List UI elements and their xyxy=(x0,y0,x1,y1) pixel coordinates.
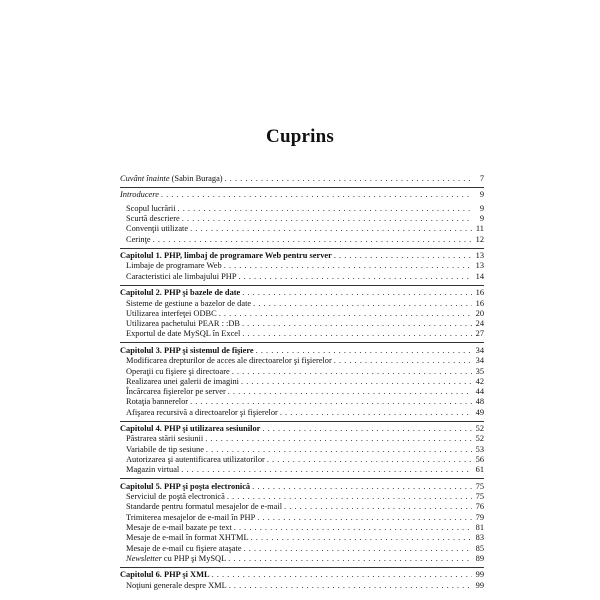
toc-subentry xyxy=(120,434,484,444)
dot-leader xyxy=(212,570,472,580)
toc-page-number: 44 xyxy=(475,387,484,397)
toc-page-number: 52 xyxy=(475,434,484,444)
dot-leader xyxy=(334,251,472,261)
toc-entry-label: Mesaje de e-mail cu fişiere ataşate xyxy=(126,543,242,553)
toc-page-number: 76 xyxy=(475,502,484,512)
toc-subentry xyxy=(120,224,484,234)
toc-subentry xyxy=(120,445,484,455)
separator-line xyxy=(120,478,484,479)
toc-subentry xyxy=(120,533,484,543)
separator-line xyxy=(120,187,484,188)
dot-leader xyxy=(225,174,472,184)
dot-leader xyxy=(227,492,472,502)
toc-entry-label: Mesaje de e-mail în format XHTML xyxy=(126,533,249,543)
dot-leader xyxy=(178,204,472,214)
dot-leader xyxy=(181,465,472,475)
toc-subentry xyxy=(120,397,484,407)
dot-leader xyxy=(238,272,472,282)
toc-entry-label: Variabile de tip sesiune xyxy=(126,444,204,454)
toc-subentry xyxy=(120,329,484,339)
toc-page-number: 13 xyxy=(475,261,484,271)
toc-page-number: 24 xyxy=(475,319,484,329)
toc-entry-label: Scopul lucrării xyxy=(126,203,176,213)
toc-page-number: 34 xyxy=(475,356,484,366)
toc-chapter-3 xyxy=(120,346,484,356)
toc-subentry xyxy=(120,408,484,418)
separator-line xyxy=(120,567,484,568)
toc-page-number: 61 xyxy=(475,465,484,475)
toc-entry-label: Utilizarea pachetului PEAR : :DB xyxy=(126,319,240,329)
toc-subentry xyxy=(120,387,484,397)
toc-chapter-title: Capitolul 1. PHP, limbaj de programare Web pentru server xyxy=(120,251,332,261)
toc-entry-label: Realizarea unei galerii de imagini xyxy=(126,376,240,386)
separator-line xyxy=(120,421,484,422)
toc-subentry xyxy=(120,581,484,591)
dot-leader xyxy=(241,377,472,387)
toc-page-number: 81 xyxy=(475,523,484,533)
dot-leader xyxy=(253,299,472,309)
toc-entry-label: Încărcarea fişierelor pe server xyxy=(126,387,226,397)
toc-entry-label: Sisteme de gestiune a bazelor de date xyxy=(126,298,252,308)
toc-page-number: 75 xyxy=(475,492,484,502)
dot-leader xyxy=(252,482,472,492)
toc-subentry xyxy=(120,214,484,224)
toc-entry-label: Noţiuni generale despre XML xyxy=(126,580,227,590)
dot-leader xyxy=(242,288,472,298)
toc-entry-label: Limbaje de programare Web xyxy=(126,261,222,271)
toc-page-number: 11 xyxy=(475,224,484,234)
toc-entry-label: Caracteristici ale limbajului PHP xyxy=(126,271,237,281)
toc-entry-label: Exportul de date MySQL în Excel xyxy=(126,329,241,339)
toc-page-number: 48 xyxy=(475,397,484,407)
toc-subentry xyxy=(120,377,484,387)
toc-page-number: 14 xyxy=(475,271,484,281)
toc-chapter-2 xyxy=(120,288,484,298)
toc-subentry xyxy=(120,299,484,309)
toc-subentry xyxy=(120,502,484,512)
toc-page-number: 9 xyxy=(479,214,484,224)
toc-entry-label: Scurtă descriere xyxy=(126,214,180,224)
toc-entry-introducere xyxy=(120,190,484,200)
toc-entry-label-italic: Newsletter xyxy=(126,553,162,563)
toc-page-number: 34 xyxy=(475,345,484,355)
toc-entry-label: Magazin virtual xyxy=(126,465,180,475)
page-title: Cuprins xyxy=(266,126,334,147)
dot-leader xyxy=(229,581,472,591)
toc-page-number: 7 xyxy=(479,174,484,183)
dot-leader xyxy=(232,367,472,377)
toc-chapter-5 xyxy=(120,482,484,492)
toc-chapter-4 xyxy=(120,424,484,434)
dot-leader xyxy=(228,387,472,397)
toc-page-number: 52 xyxy=(475,424,484,434)
toc-subentry xyxy=(120,513,484,523)
toc-entry-cuvant-inainte xyxy=(120,174,484,184)
toc-entry-label: Cerinţe xyxy=(126,234,151,244)
toc-entry-label xyxy=(120,174,223,184)
toc-subentry xyxy=(120,465,484,475)
toc-entry-label: Autorizarea şi autentificarea utilizatorilor xyxy=(126,455,265,465)
toc-subentry xyxy=(120,235,484,245)
toc-chapter-1 xyxy=(120,251,484,261)
toc-entry-label: Mesaje de e-mail bazate pe text xyxy=(126,523,232,533)
toc-entry-label-italic: Cuvânt înainte xyxy=(120,174,170,183)
toc-page-number: 99 xyxy=(475,570,484,580)
dot-leader xyxy=(161,190,472,200)
dot-leader xyxy=(267,455,472,465)
toc-entry-label: Operaţii cu fişiere şi directoare xyxy=(126,366,230,376)
toc-page-number: 42 xyxy=(475,376,484,386)
separator-line xyxy=(120,342,484,343)
dot-leader xyxy=(219,309,472,319)
toc-entry-label-rest: (Sabin Buraga) xyxy=(169,174,223,183)
toc-page-number: 27 xyxy=(475,329,484,339)
dot-leader xyxy=(182,214,472,224)
toc-page-number: 79 xyxy=(475,512,484,522)
toc-chapter-6 xyxy=(120,570,484,580)
toc-entry-label: Standarde pentru formatul mesajelor de e-mail xyxy=(126,502,283,512)
dot-leader xyxy=(284,502,472,512)
dot-leader xyxy=(153,235,472,245)
toc-page-number: 13 xyxy=(475,251,484,261)
toc-entry-label: Afişarea recursivă a directoarelor şi fişierelor xyxy=(126,407,278,417)
toc-chapter-title: Capitolul 2. PHP şi bazele de date xyxy=(120,288,241,298)
toc-entry-label: Rotaţia bannerelor xyxy=(126,397,189,407)
toc-subentry xyxy=(120,544,484,554)
toc-subentry xyxy=(120,523,484,533)
toc-entry-label-rest: cu PHP şi MySQL xyxy=(161,553,227,563)
toc-subentry xyxy=(120,492,484,502)
toc-entry-label: Serviciul de poştă electronică xyxy=(126,492,225,502)
dot-leader xyxy=(205,434,472,444)
toc-page-number: 56 xyxy=(475,455,484,465)
toc-page-number: 9 xyxy=(479,203,484,213)
toc-page-number: 99 xyxy=(475,580,484,590)
toc-subentry xyxy=(120,261,484,271)
separator-line xyxy=(120,285,484,286)
toc-entry-label: Utilizarea interfeţei ODBC xyxy=(126,308,217,318)
toc-page-number: 20 xyxy=(475,308,484,318)
toc-subentry xyxy=(120,204,484,214)
toc-entry-label: Păstrarea stării sesiunii xyxy=(126,434,204,444)
dot-leader xyxy=(256,346,472,356)
dot-leader xyxy=(206,445,472,455)
toc-page-number: 35 xyxy=(475,366,484,376)
toc-subentry xyxy=(120,554,484,564)
toc-subentry xyxy=(120,356,484,366)
toc-page-number: 89 xyxy=(475,553,484,563)
table-of-contents xyxy=(120,174,484,591)
dot-leader xyxy=(190,224,472,234)
toc-subentry xyxy=(120,309,484,319)
separator-line xyxy=(120,248,484,249)
toc-entry-label: Trimiterea mesajelor de e-mail în PHP xyxy=(126,512,256,522)
toc-page-number: 85 xyxy=(475,543,484,553)
toc-chapter-title: Capitolul 6. PHP şi XML xyxy=(120,570,210,580)
dot-leader xyxy=(242,329,472,339)
toc-page-number: 53 xyxy=(475,444,484,454)
dot-leader xyxy=(242,319,472,329)
toc-subentry xyxy=(120,455,484,465)
toc-entry-label xyxy=(120,190,159,200)
dot-leader xyxy=(190,397,472,407)
toc-entry-label xyxy=(126,554,226,564)
dot-leader xyxy=(257,513,472,523)
toc-page-number: 12 xyxy=(475,234,484,244)
dot-leader xyxy=(280,408,472,418)
toc-chapter-title: Capitolul 5. PHP şi poşta electronică xyxy=(120,481,251,491)
dot-leader xyxy=(262,424,472,434)
dot-leader xyxy=(228,554,472,564)
toc-entry-label: Convenţii utilizate xyxy=(126,224,189,234)
dot-leader xyxy=(224,261,472,271)
toc-page-number: 75 xyxy=(475,481,484,491)
dot-leader xyxy=(244,544,472,554)
toc-page-number: 83 xyxy=(475,533,484,543)
toc-chapter-title: Capitolul 4. PHP şi utilizarea sesiunilor xyxy=(120,424,261,434)
toc-page-number: 9 xyxy=(479,190,484,200)
toc-entry-label-italic: Introducere xyxy=(120,190,159,200)
dot-leader xyxy=(234,523,472,533)
toc-entry-label: Modificarea drepturilor de acces ale directoarelor şi fişierelor xyxy=(126,356,332,366)
dot-leader xyxy=(251,533,472,543)
toc-chapter-title: Capitolul 3. PHP şi sistemul de fişiere xyxy=(120,345,254,355)
toc-page-number: 16 xyxy=(475,298,484,308)
toc-page-number: 16 xyxy=(475,288,484,298)
toc-page-number: 49 xyxy=(475,407,484,417)
dot-leader xyxy=(334,356,472,366)
toc-subentry xyxy=(120,272,484,282)
toc-subentry xyxy=(120,367,484,377)
toc-subentry xyxy=(120,319,484,329)
